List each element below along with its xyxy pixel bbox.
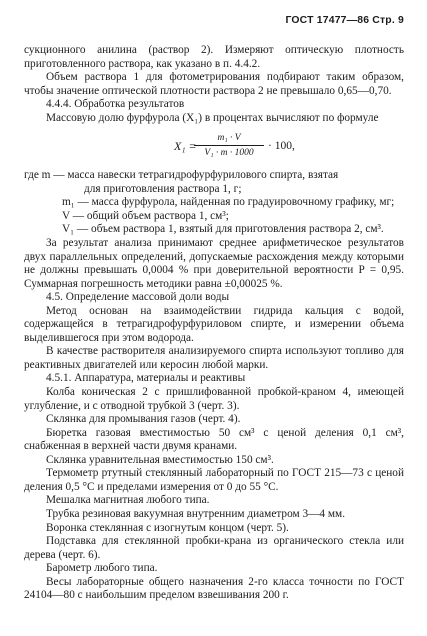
- paragraph: Колба коническая 2 с пришлифованной пробкой-краном 4, имеющей углубление, и с отводной трубкой 3 (черт. 3).: [24, 386, 404, 412]
- formula-fraction: [194, 132, 264, 159]
- paragraph: Объем раствора 1 для фотометрирования подбирают таким образом, чтобы значение оптической плотности раствора 2 не превышало 0,65—0,70.: [24, 71, 404, 97]
- document-body: [24, 44, 404, 603]
- formula: [24, 132, 404, 162]
- paragraph: Трубка резиновая вакуумная внутренним диаметром 3—4 мм.: [46, 507, 346, 520]
- formula-numerator: m₁ · V: [194, 132, 264, 146]
- paragraph: Метод основан на взаимодействии гидрида кальция с водой, содержащейся в тетрагидрофурфуриловом спирте, и измерении объема выделившегося при этом водорода.: [24, 304, 404, 344]
- definition: где m — масса навески тетрагидрофурфурилового спирта, взятая: [24, 169, 339, 182]
- standard-number: ГОСТ 17477—86: [285, 15, 370, 26]
- paragraph: Массовую долю фурфурола (X₁) в процентах вычисляют по формуле: [46, 111, 379, 124]
- definition: m₁ — масса фурфурола, найденная по градуировочному графику, мг;: [62, 196, 395, 209]
- page-header: [285, 14, 404, 28]
- paragraph: Подставка для стеклянной пробки-крана из органического стекла или дерева (черт. 6).: [24, 535, 404, 561]
- section-heading: 4.5.1. Аппаратура, материалы и реактивы: [46, 372, 246, 385]
- section-heading: 4.5. Определение массовой доли воды: [46, 291, 230, 304]
- paragraph: За результат анализа принимают среднее арифметическое результатов двух параллельных определений, допускаемые расхождения между которыми не должны превышать 0,0004 % при доверительной вероятности P = 0,95. Суммарная погрешность методики равна ±0,00025 %.: [24, 237, 404, 290]
- definition: V — общий объем раствора 1, см³;: [62, 209, 229, 222]
- paragraph: Склянка уравнительная вместимостью 150 см³.: [46, 453, 274, 466]
- page-number: Стр. 9: [372, 15, 404, 26]
- formula-rhs: · 100,: [268, 140, 295, 153]
- paragraph: Воронка стеклянная с изогнутым концом (черт. 5).: [46, 521, 289, 534]
- paragraph: Бюретка газовая вместимостью 50 см³ с ценой деления 0,1 см³, снабженная в верхней части двумя кранами.: [24, 426, 404, 453]
- paragraph: Мешалка магнитная любого типа.: [46, 494, 210, 507]
- definition: V₁ — объем раствора 1, взятый для приготовления раствора 2, см³.: [62, 223, 384, 236]
- formula-lhs: X₁ =: [174, 139, 197, 154]
- paragraph: Термометр ртутный стеклянный лабораторный по ГОСТ 215—73 с ценой деления 0,5 °С и пределами измерения от 0 до 55 °С.: [24, 467, 404, 493]
- formula-denominator: V₁ · m · 1000: [204, 148, 254, 159]
- paragraph: Склянка для промывания газов (черт. 4).: [46, 413, 241, 426]
- paragraph: Барометр любого типа.: [46, 562, 158, 575]
- paragraph: Весы лабораторные общего назначения 2-го класса точности по ГОСТ 24104—80 с наибольшим пределом взвешивания 200 г.: [24, 575, 404, 602]
- paragraph: В качестве растворителя анализируемого спирта используют топливо для реактивных двигателей или керосин любой марки.: [24, 345, 404, 371]
- definition-continuation: для приготовления раствора 1, г;: [84, 182, 242, 195]
- paragraph: сукционного анилина (раствор 2). Измеряют оптическую плотность приготовленного раствора, как указано в п. 4.4.2.: [24, 44, 404, 70]
- section-heading: 4.4.4. Обработка результатов: [46, 98, 185, 111]
